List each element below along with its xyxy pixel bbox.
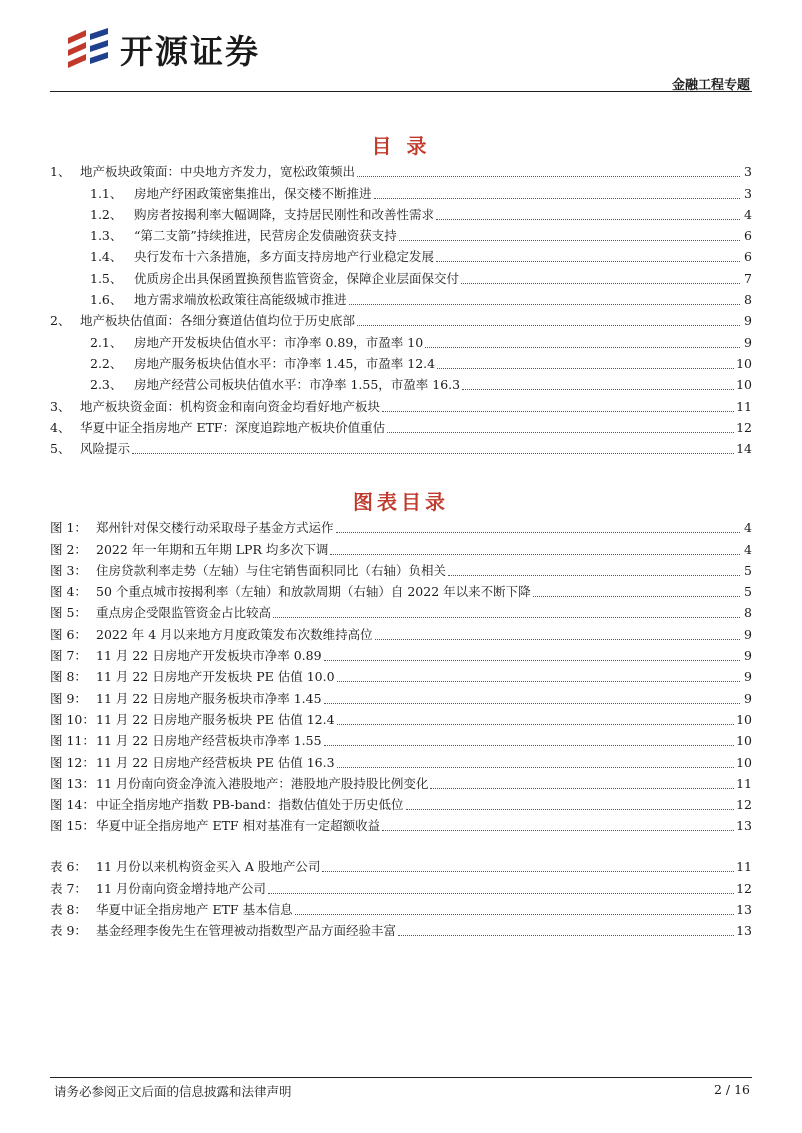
entry-number: 1.5、: [90, 270, 123, 286]
entry-page-number: 11: [736, 859, 752, 875]
entry-number: 表 7：: [50, 880, 87, 896]
entry-number: 1.1、: [90, 185, 123, 201]
toc-entry[interactable]: [50, 265, 752, 286]
entry-page-number: 4: [744, 520, 752, 536]
toc-title: 目 录: [371, 134, 431, 158]
entry-page-number: 10: [736, 355, 752, 371]
entry-page-number: 8: [744, 292, 752, 308]
entry-page-number: 13: [736, 818, 752, 834]
entry-number: 图 1：: [50, 520, 87, 536]
toc-entry[interactable]: [50, 393, 752, 414]
figure-entry[interactable]: [50, 536, 752, 557]
figure-entry[interactable]: [50, 621, 752, 642]
logo-mark-icon: [64, 26, 112, 72]
dot-leader: [461, 282, 740, 284]
dot-leader: [357, 324, 740, 326]
dot-leader: [430, 787, 734, 789]
entry-page-number: 9: [744, 626, 752, 642]
dot-leader: [273, 616, 740, 618]
entry-page-number: 9: [744, 334, 752, 350]
toc-entry[interactable]: [50, 244, 752, 265]
dot-leader: [268, 892, 734, 894]
entry-page-number: 10: [736, 754, 752, 770]
entry-number: 1.3、: [90, 228, 123, 244]
dot-leader: [132, 452, 734, 454]
entry-title: 郑州针对保交楼行动采取母子基金方式运作: [96, 520, 334, 536]
toc-entry[interactable]: [50, 159, 752, 180]
dot-leader: [295, 913, 735, 915]
entry-page-number: 10: [736, 377, 752, 393]
entry-title: 中证全指房地产指数 PB-band：指数估值处于历史低位: [96, 797, 404, 813]
entry-number: 图 11：: [50, 733, 95, 749]
entry-title: 地方需求端放松政策往高能级城市推进: [134, 292, 347, 308]
brand-logo: [64, 26, 260, 72]
dot-leader: [533, 595, 740, 597]
entry-number: 1.6、: [90, 292, 123, 308]
dot-leader: [382, 410, 734, 412]
entry-page-number: 10: [736, 733, 752, 749]
dot-leader: [336, 531, 740, 533]
dot-leader: [324, 659, 740, 661]
dot-leader: [374, 197, 740, 199]
footer-divider: [50, 1077, 752, 1078]
dot-leader: [337, 680, 740, 682]
toc-entry[interactable]: [50, 308, 752, 329]
entry-page-number: 14: [736, 441, 752, 457]
entry-title: “第二支箭”持续推进，民营房企发债融资获支持: [134, 228, 397, 244]
dot-leader: [324, 702, 740, 704]
figure-entry[interactable]: [50, 771, 752, 792]
entry-title: 风险提示: [80, 441, 131, 457]
entry-number: 图 8：: [50, 669, 87, 685]
figure-entry[interactable]: [50, 643, 752, 664]
brand-name: 开源证券: [120, 31, 260, 71]
entry-page-number: 6: [744, 249, 752, 265]
figure-entry[interactable]: [50, 664, 752, 685]
entry-title: 基金经理李俊先生在管理被动指数型产品方面经验丰富: [96, 923, 397, 939]
entry-number: 3、: [50, 398, 71, 414]
entry-number: 图 4：: [50, 584, 87, 600]
entry-title: 2022 年一年期和五年期 LPR 均多次下调: [96, 541, 329, 557]
entry-number: 1.2、: [90, 206, 123, 222]
entry-title: 地产板块政策面：中央地方齐发力，宽松政策频出: [80, 164, 356, 180]
entry-title: 央行发布十六条措施，多方面支持房地产行业稳定发展: [134, 249, 435, 265]
figures-title: 图表目录: [353, 490, 449, 514]
entry-number: 图 13：: [50, 775, 95, 791]
toc-entry[interactable]: [50, 223, 752, 244]
entry-number: 1.4、: [90, 249, 123, 265]
entry-title: 11 月份南向资金净流入港股地产：港股地产股持股比例变化: [96, 775, 429, 791]
entry-number: 图 9：: [50, 690, 87, 706]
dot-leader: [399, 239, 740, 241]
toc-entry[interactable]: [50, 180, 752, 201]
entry-number: 图 14：: [50, 797, 95, 813]
entry-number: 图 2：: [50, 541, 87, 557]
entry-title: 11 月 22 日房地产经营板块 PE 估值 16.3: [96, 754, 335, 770]
figure-entry[interactable]: [50, 579, 752, 600]
entry-number: 4、: [50, 419, 71, 435]
entry-number: 2.1、: [90, 334, 123, 350]
entry-number: 图 12：: [50, 754, 95, 770]
entry-title: 华夏中证全指房地产 ETF：深度追踪地产板块价值重估: [80, 419, 386, 435]
entry-page-number: 8: [744, 605, 752, 621]
dot-leader: [436, 218, 740, 220]
dot-leader: [398, 934, 734, 936]
figure-entry[interactable]: [50, 707, 752, 728]
page-header: [0, 0, 802, 95]
entry-title: 11 月 22 日房地产经营板块市净率 1.55: [96, 733, 322, 749]
dot-leader: [330, 553, 740, 555]
entry-page-number: 12: [736, 419, 752, 435]
table-entry[interactable]: [50, 854, 752, 875]
figures-list: [50, 515, 752, 834]
dot-leader: [436, 260, 740, 262]
entry-title: 地产板块估值面：各细分赛道估值均位于历史底部: [80, 313, 356, 329]
entry-title: 11 月 22 日房地产服务板块市净率 1.45: [96, 690, 322, 706]
dot-leader: [337, 766, 735, 768]
entry-page-number: 12: [736, 797, 752, 813]
entry-title: 2022 年 4 月以来地方月度政策发布次数维持高位: [96, 626, 373, 642]
entry-title: 房地产纾困政策密集推出，保交楼不断推进: [134, 185, 372, 201]
entry-title: 11 月 22 日房地产开发板块 PE 估值 10.0: [96, 669, 335, 685]
entry-number: 2、: [50, 313, 71, 329]
entry-number: 5、: [50, 441, 71, 457]
entry-number: 2.3、: [90, 377, 123, 393]
entry-title: 优质房企出具保函置换预售监管资金，保障企业层面保交付: [134, 270, 460, 286]
footer-disclaimer: 请务必参阅正文后面的信息披露和法律声明: [54, 1084, 292, 1099]
entry-page-number: 5: [744, 562, 752, 578]
dot-leader: [382, 829, 734, 831]
table-entry[interactable]: [50, 897, 752, 918]
entry-page-number: 13: [736, 901, 752, 917]
toc-entry[interactable]: [50, 436, 752, 457]
dot-leader: [425, 346, 740, 348]
toc-entry[interactable]: [50, 202, 752, 223]
entry-number: 表 6：: [50, 859, 87, 875]
entry-number: 图 10：: [50, 711, 95, 727]
entry-title: 11 月 22 日房地产开发板块市净率 0.89: [96, 648, 322, 664]
entry-title: 购房者按揭利率大幅调降，支持居民刚性和改善性需求: [134, 206, 435, 222]
entry-title: 11 月份以来机构资金买入 A 股地产公司: [96, 859, 321, 875]
dot-leader: [324, 744, 735, 746]
entry-page-number: 9: [744, 669, 752, 685]
dot-leader: [349, 303, 740, 305]
dot-leader: [357, 175, 740, 177]
figure-entry[interactable]: [50, 728, 752, 749]
entry-title: 华夏中证全指房地产 ETF 基本信息: [96, 901, 293, 917]
entry-number: 图 7：: [50, 648, 87, 664]
toc-entry[interactable]: [50, 287, 752, 308]
toc-entry[interactable]: [50, 372, 752, 393]
figure-entry[interactable]: [50, 558, 752, 579]
report-series: 金融工程专题: [671, 78, 750, 93]
entry-page-number: 6: [744, 228, 752, 244]
entry-title: 重点房企受限监管资金占比较高: [96, 605, 272, 621]
entry-page-number: 7: [744, 270, 752, 286]
entry-page-number: 9: [744, 690, 752, 706]
entry-page-number: 10: [736, 711, 752, 727]
entry-page-number: 5: [744, 584, 752, 600]
entry-title: 50 个重点城市按揭利率（左轴）和放款周期（右轴）自 2022 年以来不断下降: [96, 584, 531, 600]
entry-title: 房地产经营公司板块估值水平：市净率 1.55，市盈率 16.3: [134, 377, 461, 393]
dot-leader: [462, 388, 734, 390]
entry-number: 表 9：: [50, 923, 87, 939]
entry-number: 图 6：: [50, 626, 87, 642]
dot-leader: [322, 870, 734, 872]
toc-entry[interactable]: [50, 415, 752, 436]
dot-leader: [387, 431, 734, 433]
entry-page-number: 4: [744, 541, 752, 557]
entry-page-number: 9: [744, 648, 752, 664]
entry-number: 表 8：: [50, 901, 87, 917]
figure-entry[interactable]: [50, 685, 752, 706]
entry-number: 图 5：: [50, 605, 87, 621]
dot-leader: [406, 808, 735, 810]
entry-number: 图 3：: [50, 562, 87, 578]
figure-entry[interactable]: [50, 813, 752, 834]
entry-title: 地产板块资金面：机构资金和南向资金均看好地产板块: [80, 398, 381, 414]
entry-title: 11 月 22 日房地产服务板块 PE 估值 12.4: [96, 711, 335, 727]
entry-page-number: 3: [744, 164, 752, 180]
entry-page-number: 11: [736, 775, 752, 791]
figure-entry[interactable]: [50, 515, 752, 536]
entry-number: 1、: [50, 164, 71, 180]
entry-page-number: 13: [736, 923, 752, 939]
entry-number: 图 15：: [50, 818, 95, 834]
dot-leader: [337, 723, 735, 725]
tables-list: [50, 854, 752, 939]
toc-list: [50, 159, 752, 457]
entry-title: 11 月份南向资金增持地产公司: [96, 880, 266, 896]
entry-title: 住房贷款利率走势（左轴）与住宅销售面积同比（右轴）负相关: [96, 562, 447, 578]
dot-leader: [437, 367, 734, 369]
figure-entry[interactable]: [50, 792, 752, 813]
entry-title: 华夏中证全指房地产 ETF 相对基准有一定超额收益: [96, 818, 381, 834]
dot-leader: [375, 638, 740, 640]
figure-entry[interactable]: [50, 600, 752, 621]
toc-entry[interactable]: [50, 351, 752, 372]
entry-page-number: 12: [736, 880, 752, 896]
page-indicator: 2 / 16: [713, 1082, 750, 1097]
header-divider: [50, 91, 752, 92]
figure-entry[interactable]: [50, 749, 752, 770]
entry-title: 房地产开发板块估值水平：市净率 0.89，市盈率 10: [134, 334, 424, 350]
entry-page-number: 3: [744, 185, 752, 201]
entry-title: 房地产服务板块估值水平：市净率 1.45，市盈率 12.4: [134, 355, 436, 371]
dot-leader: [448, 574, 740, 576]
toc-entry[interactable]: [50, 329, 752, 350]
entry-number: 2.2、: [90, 355, 123, 371]
table-entry[interactable]: [50, 918, 752, 939]
entry-page-number: 11: [736, 398, 752, 414]
table-entry[interactable]: [50, 875, 752, 896]
entry-page-number: 4: [744, 206, 752, 222]
entry-page-number: 9: [744, 313, 752, 329]
